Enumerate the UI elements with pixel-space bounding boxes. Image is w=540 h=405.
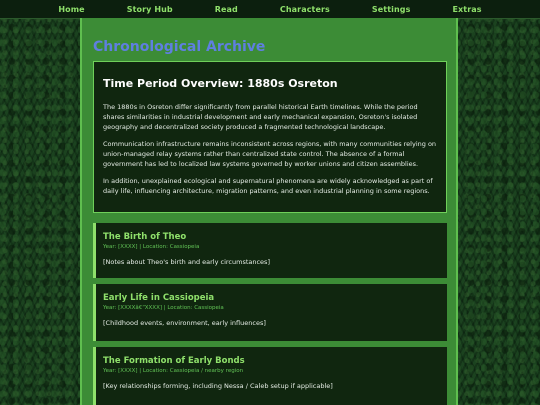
overview-heading: Time Period Overview: 1880s Osreton (103, 77, 338, 90)
timeline-entry (93, 223, 447, 278)
entry-notes: [Childhood events, environment, early influences] (103, 319, 266, 327)
overview-paragraph: In addition, unexplained ecological and supernatural phenomena are widely acknowledged as part of daily life, influencing architecture, migration patterns, and even industrial planning in some regions. (103, 177, 433, 195)
timeline-entry (93, 347, 447, 405)
entry-meta: Year: [XXXXâ€“XXXX] | Location: Cassiopeia (103, 305, 224, 311)
entry-meta: Year: [XXXX] | Location: Cassiopeia / nearby region (103, 368, 244, 374)
content-panel (80, 18, 458, 405)
timeline-entry (93, 284, 447, 341)
nav-home[interactable]: Home (58, 4, 85, 14)
nav-extras[interactable]: Extras (452, 4, 482, 14)
nav-read[interactable]: Read (214, 4, 238, 14)
nav-story-hub[interactable]: Story Hub (126, 4, 173, 14)
entry-meta: Year: [XXXX] | Location: Cassiopeia (103, 244, 200, 250)
entry-title: Early Life in Cassiopeia (103, 293, 215, 303)
time-period-overview (93, 61, 447, 213)
entry-title: The Birth of Theo (103, 232, 187, 242)
entry-title: The Formation of Early Bonds (103, 356, 245, 366)
entry-notes: [Key relationships forming, including Nessa / Caleb setup if applicable] (103, 382, 333, 390)
page-title: Chronological Archive (93, 39, 266, 55)
nav-settings[interactable]: Settings (371, 4, 411, 14)
nav-characters[interactable]: Characters (279, 4, 330, 14)
entry-notes: [Notes about Theo's birth and early circumstances] (103, 258, 270, 266)
top-navigation (0, 0, 540, 19)
overview-paragraph: The 1880s in Osreton differ significantly from parallel historical Earth timelines. While the period shares similarities in industrial development and early mechanical expansion, Osreton's isolated geography and decentralized society produced a fragmented technological landscape. (103, 103, 418, 131)
overview-paragraph: Communication infrastructure remains inconsistent across regions, with many communities relying on union-managed relay systems rather than centralized state control. The absence of a formal government has led to localized law systems governed by worker unions and citizen assemblies. (103, 140, 437, 168)
